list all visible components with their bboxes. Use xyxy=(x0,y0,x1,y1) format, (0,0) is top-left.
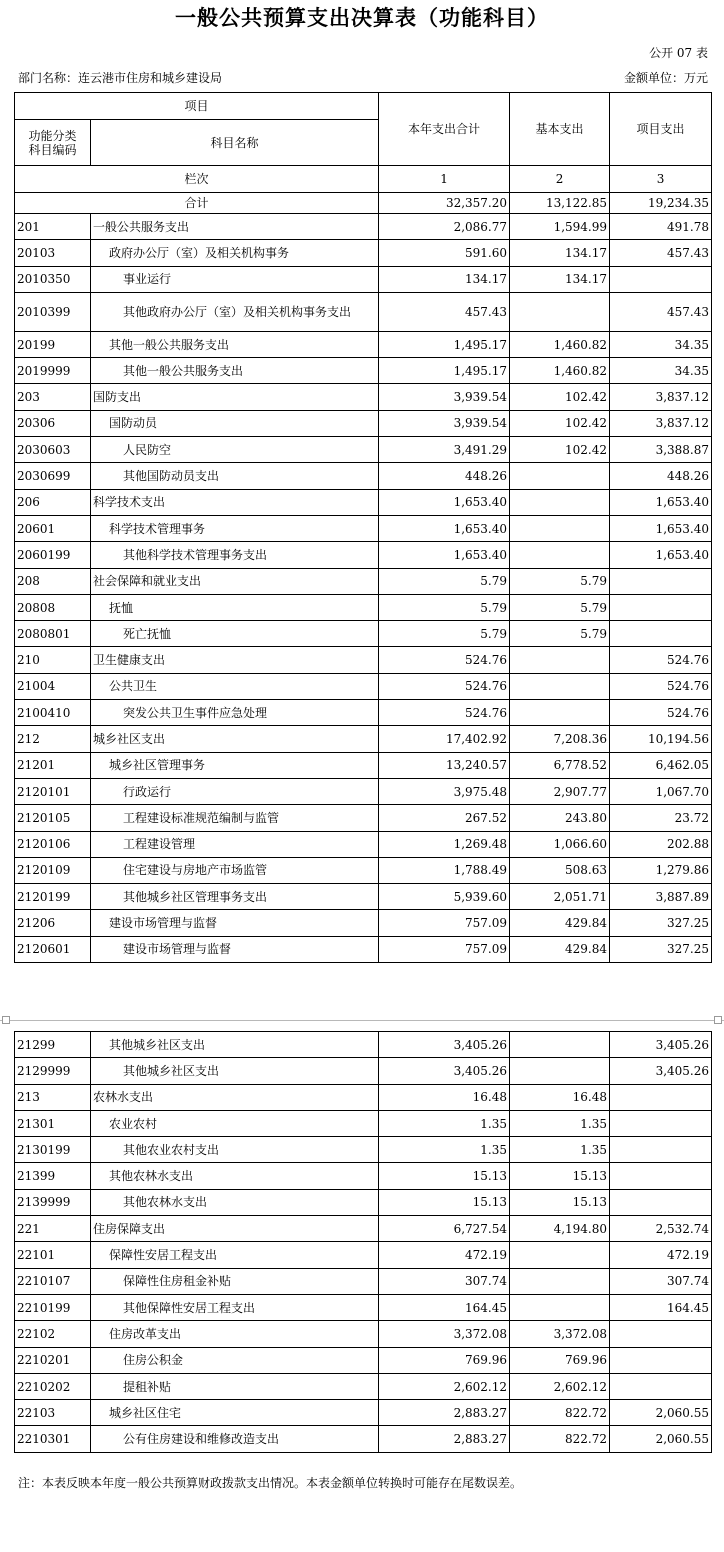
table-row xyxy=(15,331,712,357)
row-code: 203 xyxy=(15,384,91,410)
row-name: 人民防空 xyxy=(91,437,379,463)
row-basic xyxy=(510,489,610,515)
row-total: 5,939.60 xyxy=(379,884,510,910)
row-total: 164.45 xyxy=(379,1294,510,1320)
sum-project: 19,234.35 xyxy=(610,193,712,214)
row-total: 2,602.12 xyxy=(379,1373,510,1399)
row-project: 524.76 xyxy=(610,647,712,673)
row-code: 221 xyxy=(15,1216,91,1242)
row-basic: 102.42 xyxy=(510,437,610,463)
row-code: 22102 xyxy=(15,1321,91,1347)
table-row xyxy=(15,884,712,910)
row-code: 2210201 xyxy=(15,1347,91,1373)
row-project: 327.25 xyxy=(610,936,712,962)
row-project xyxy=(610,1163,712,1189)
col-index-1: 1 xyxy=(379,166,510,193)
row-total: 5.79 xyxy=(379,594,510,620)
row-total: 5.79 xyxy=(379,568,510,594)
row-total: 6,727.54 xyxy=(379,1216,510,1242)
row-code: 20808 xyxy=(15,594,91,620)
row-code: 2010399 xyxy=(15,292,91,331)
row-project: 3,837.12 xyxy=(610,410,712,436)
row-basic xyxy=(510,647,610,673)
row-code: 20601 xyxy=(15,515,91,541)
row-total: 5.79 xyxy=(379,621,510,647)
row-total: 524.76 xyxy=(379,700,510,726)
table-row xyxy=(15,515,712,541)
row-project: 2,060.55 xyxy=(610,1400,712,1426)
row-name: 住宅建设与房地产市场监管 xyxy=(91,857,379,883)
header-total: 本年支出合计 xyxy=(379,93,510,166)
row-total: 2,883.27 xyxy=(379,1426,510,1452)
row-code: 2210301 xyxy=(15,1426,91,1452)
row-project: 1,653.40 xyxy=(610,542,712,568)
table-row xyxy=(15,1163,712,1189)
row-total: 134.17 xyxy=(379,266,510,292)
row-basic: 2,907.77 xyxy=(510,778,610,804)
table-row xyxy=(15,214,712,240)
row-basic xyxy=(510,700,610,726)
row-code: 20103 xyxy=(15,240,91,266)
row-code: 201 xyxy=(15,214,91,240)
row-basic: 4,194.80 xyxy=(510,1216,610,1242)
table-row xyxy=(15,647,712,673)
row-project: 524.76 xyxy=(610,673,712,699)
row-total: 472.19 xyxy=(379,1242,510,1268)
row-name: 其他一般公共服务支出 xyxy=(91,358,379,384)
table-row xyxy=(15,1110,712,1136)
table-row xyxy=(15,726,712,752)
row-name: 社会保障和就业支出 xyxy=(91,568,379,594)
form-number: 公开 07 表 xyxy=(649,46,708,60)
table-row xyxy=(15,463,712,489)
table-row xyxy=(15,542,712,568)
row-name: 城乡社区支出 xyxy=(91,726,379,752)
row-project xyxy=(610,568,712,594)
table-body-page-1 xyxy=(15,214,712,963)
row-name: 抚恤 xyxy=(91,594,379,620)
row-code: 206 xyxy=(15,489,91,515)
row-basic: 429.84 xyxy=(510,936,610,962)
row-code: 22103 xyxy=(15,1400,91,1426)
table-row xyxy=(15,700,712,726)
row-name: 建设市场管理与监督 xyxy=(91,910,379,936)
row-code: 21201 xyxy=(15,752,91,778)
row-total: 1.35 xyxy=(379,1137,510,1163)
table-row xyxy=(15,1321,712,1347)
row-total: 267.52 xyxy=(379,805,510,831)
row-total: 757.09 xyxy=(379,936,510,962)
row-project: 457.43 xyxy=(610,240,712,266)
row-project: 2,060.55 xyxy=(610,1426,712,1452)
row-code: 22101 xyxy=(15,1242,91,1268)
header-code: 功能分类 科目编码 xyxy=(15,120,91,166)
row-project: 307.74 xyxy=(610,1268,712,1294)
row-total: 2,883.27 xyxy=(379,1400,510,1426)
row-name: 其他科学技术管理事务支出 xyxy=(91,542,379,568)
row-code: 2120199 xyxy=(15,884,91,910)
table-row xyxy=(15,384,712,410)
row-basic: 1,594.99 xyxy=(510,214,610,240)
row-name: 城乡社区管理事务 xyxy=(91,752,379,778)
row-total: 3,491.29 xyxy=(379,437,510,463)
row-basic: 2,051.71 xyxy=(510,884,610,910)
table-body-page-2 xyxy=(15,1032,712,1453)
row-total: 13,240.57 xyxy=(379,752,510,778)
table-row xyxy=(15,568,712,594)
row-total: 3,405.26 xyxy=(379,1058,510,1084)
row-project xyxy=(610,1137,712,1163)
row-name: 事业运行 xyxy=(91,266,379,292)
row-code: 2120109 xyxy=(15,857,91,883)
row-code: 21399 xyxy=(15,1163,91,1189)
page-title: 一般公共预算支出决算表（功能科目） xyxy=(175,5,549,30)
row-total: 1,269.48 xyxy=(379,831,510,857)
row-basic: 1.35 xyxy=(510,1110,610,1136)
row-total: 3,939.54 xyxy=(379,410,510,436)
row-code: 2010350 xyxy=(15,266,91,292)
row-project: 457.43 xyxy=(610,292,712,331)
table-row xyxy=(15,1294,712,1320)
row-basic: 16.48 xyxy=(510,1084,610,1110)
row-basic: 102.42 xyxy=(510,410,610,436)
row-code: 21301 xyxy=(15,1110,91,1136)
row-total: 15.13 xyxy=(379,1189,510,1215)
row-name: 其他城乡社区支出 xyxy=(91,1032,379,1058)
row-basic: 15.13 xyxy=(510,1189,610,1215)
table-row xyxy=(15,1189,712,1215)
row-total: 1,653.40 xyxy=(379,542,510,568)
row-project: 164.45 xyxy=(610,1294,712,1320)
row-basic: 6,778.52 xyxy=(510,752,610,778)
row-project xyxy=(610,266,712,292)
row-project xyxy=(610,1189,712,1215)
table-row xyxy=(15,805,712,831)
row-basic: 5.79 xyxy=(510,621,610,647)
row-code: 2120601 xyxy=(15,936,91,962)
row-total: 1,788.49 xyxy=(379,857,510,883)
row-project xyxy=(610,621,712,647)
row-basic: 508.63 xyxy=(510,857,610,883)
table-row xyxy=(15,857,712,883)
row-project: 202.88 xyxy=(610,831,712,857)
row-project: 6,462.05 xyxy=(610,752,712,778)
table-row xyxy=(15,1084,712,1110)
row-basic: 134.17 xyxy=(510,240,610,266)
row-name: 国防支出 xyxy=(91,384,379,410)
row-name: 住房公积金 xyxy=(91,1347,379,1373)
row-code: 210 xyxy=(15,647,91,673)
row-name: 其他一般公共服务支出 xyxy=(91,331,379,357)
row-basic xyxy=(510,515,610,541)
row-basic: 5.79 xyxy=(510,594,610,620)
table-row xyxy=(15,936,712,962)
table-row xyxy=(15,1242,712,1268)
amount-unit: 金额单位：万元 xyxy=(623,71,708,85)
row-basic xyxy=(510,673,610,699)
table-row xyxy=(15,437,712,463)
header-basic: 基本支出 xyxy=(510,93,610,166)
table-row xyxy=(15,1032,712,1058)
row-name: 工程建设管理 xyxy=(91,831,379,857)
row-code: 212 xyxy=(15,726,91,752)
row-project: 524.76 xyxy=(610,700,712,726)
row-code: 20199 xyxy=(15,331,91,357)
row-basic: 769.96 xyxy=(510,1347,610,1373)
row-code: 2080801 xyxy=(15,621,91,647)
row-project xyxy=(610,1347,712,1373)
footnote: 注：本表反映本年度一般公共预算财政拨款支出情况。本表金额单位转换时可能存在尾数误差。 xyxy=(18,1476,523,1490)
row-project: 327.25 xyxy=(610,910,712,936)
page-break-marker-left xyxy=(2,1016,10,1024)
row-basic: 7,208.36 xyxy=(510,726,610,752)
table-row xyxy=(15,910,712,936)
row-code: 2139999 xyxy=(15,1189,91,1215)
table-row xyxy=(15,594,712,620)
row-name: 国防动员 xyxy=(91,410,379,436)
row-total: 16.48 xyxy=(379,1084,510,1110)
table-row xyxy=(15,1137,712,1163)
row-project: 472.19 xyxy=(610,1242,712,1268)
row-total: 2,086.77 xyxy=(379,214,510,240)
row-basic: 1.35 xyxy=(510,1137,610,1163)
row-name: 住房改革支出 xyxy=(91,1321,379,1347)
row-name: 提租补贴 xyxy=(91,1373,379,1399)
row-basic xyxy=(510,542,610,568)
row-total: 3,975.48 xyxy=(379,778,510,804)
row-basic xyxy=(510,1242,610,1268)
row-basic xyxy=(510,1294,610,1320)
row-project: 34.35 xyxy=(610,358,712,384)
row-total: 3,405.26 xyxy=(379,1032,510,1058)
row-total: 1,495.17 xyxy=(379,358,510,384)
row-basic: 15.13 xyxy=(510,1163,610,1189)
row-total: 1,653.40 xyxy=(379,489,510,515)
row-code: 208 xyxy=(15,568,91,594)
row-project: 1,067.70 xyxy=(610,778,712,804)
row-project: 3,405.26 xyxy=(610,1032,712,1058)
table-row xyxy=(15,831,712,857)
table-row xyxy=(15,1347,712,1373)
row-basic: 429.84 xyxy=(510,910,610,936)
row-name: 保障性住房租金补贴 xyxy=(91,1268,379,1294)
table-row xyxy=(15,292,712,331)
row-code: 2210199 xyxy=(15,1294,91,1320)
row-basic: 822.72 xyxy=(510,1426,610,1452)
row-total: 307.74 xyxy=(379,1268,510,1294)
row-code: 2019999 xyxy=(15,358,91,384)
row-basic: 102.42 xyxy=(510,384,610,410)
row-project: 1,653.40 xyxy=(610,489,712,515)
row-basic: 1,460.82 xyxy=(510,331,610,357)
row-name: 保障性安居工程支出 xyxy=(91,1242,379,1268)
page-break-marker-right xyxy=(714,1016,722,1024)
row-code: 21206 xyxy=(15,910,91,936)
row-code: 2120101 xyxy=(15,778,91,804)
row-name: 其他农林水支出 xyxy=(91,1189,379,1215)
sum-basic: 13,122.85 xyxy=(510,193,610,214)
row-total: 3,372.08 xyxy=(379,1321,510,1347)
table-row xyxy=(15,752,712,778)
row-basic: 3,372.08 xyxy=(510,1321,610,1347)
sum-total: 32,357.20 xyxy=(379,193,510,214)
row-name: 城乡社区住宅 xyxy=(91,1400,379,1426)
row-name: 政府办公厅（室）及相关机构事务 xyxy=(91,240,379,266)
page-break-line xyxy=(0,1020,724,1021)
row-code: 2120105 xyxy=(15,805,91,831)
row-code: 2120106 xyxy=(15,831,91,857)
row-code: 2210107 xyxy=(15,1268,91,1294)
row-code: 213 xyxy=(15,1084,91,1110)
row-total: 1.35 xyxy=(379,1110,510,1136)
row-project: 1,279.86 xyxy=(610,857,712,883)
row-project xyxy=(610,1373,712,1399)
row-project: 3,405.26 xyxy=(610,1058,712,1084)
row-code: 2100410 xyxy=(15,700,91,726)
row-basic xyxy=(510,292,610,331)
row-project: 23.72 xyxy=(610,805,712,831)
row-project xyxy=(610,1321,712,1347)
row-project: 448.26 xyxy=(610,463,712,489)
row-total: 524.76 xyxy=(379,647,510,673)
table-row xyxy=(15,621,712,647)
row-name: 其他农林水支出 xyxy=(91,1163,379,1189)
row-total: 524.76 xyxy=(379,673,510,699)
row-basic: 2,602.12 xyxy=(510,1373,610,1399)
row-total: 17,402.92 xyxy=(379,726,510,752)
row-code: 21004 xyxy=(15,673,91,699)
row-project: 491.78 xyxy=(610,214,712,240)
row-project: 3,388.87 xyxy=(610,437,712,463)
row-name: 工程建设标准规范编制与监管 xyxy=(91,805,379,831)
row-project: 34.35 xyxy=(610,331,712,357)
header-name: 科目名称 xyxy=(91,120,379,166)
row-code: 21299 xyxy=(15,1032,91,1058)
sum-label: 合计 xyxy=(15,193,379,214)
row-total: 591.60 xyxy=(379,240,510,266)
row-name: 建设市场管理与监督 xyxy=(91,936,379,962)
row-project: 10,194.56 xyxy=(610,726,712,752)
row-total: 3,939.54 xyxy=(379,384,510,410)
row-project: 3,887.89 xyxy=(610,884,712,910)
table-row xyxy=(15,410,712,436)
row-name: 农业农村 xyxy=(91,1110,379,1136)
row-project: 2,532.74 xyxy=(610,1216,712,1242)
row-name: 死亡抚恤 xyxy=(91,621,379,647)
row-project: 3,837.12 xyxy=(610,384,712,410)
row-name: 一般公共服务支出 xyxy=(91,214,379,240)
table-row xyxy=(15,266,712,292)
row-total: 757.09 xyxy=(379,910,510,936)
row-name: 其他保障性安居工程支出 xyxy=(91,1294,379,1320)
row-name: 其他农业农村支出 xyxy=(91,1137,379,1163)
page-break xyxy=(0,1016,724,1026)
row-basic: 1,460.82 xyxy=(510,358,610,384)
row-name: 其他城乡社区支出 xyxy=(91,1058,379,1084)
row-basic: 243.80 xyxy=(510,805,610,831)
row-total: 457.43 xyxy=(379,292,510,331)
header-project: 项目 xyxy=(15,93,379,120)
expenditure-table-page-1 xyxy=(14,92,712,963)
row-code: 2130199 xyxy=(15,1137,91,1163)
row-name: 行政运行 xyxy=(91,778,379,804)
col-index-3: 3 xyxy=(610,166,712,193)
col-index-2: 2 xyxy=(510,166,610,193)
row-code: 20306 xyxy=(15,410,91,436)
table-row xyxy=(15,778,712,804)
row-name: 科学技术支出 xyxy=(91,489,379,515)
expenditure-table-page-2 xyxy=(14,1031,712,1453)
row-basic xyxy=(510,1268,610,1294)
col-index-label: 栏次 xyxy=(15,166,379,193)
table-row xyxy=(15,358,712,384)
row-code: 2129999 xyxy=(15,1058,91,1084)
table-row xyxy=(15,1268,712,1294)
row-name: 其他城乡社区管理事务支出 xyxy=(91,884,379,910)
row-project xyxy=(610,594,712,620)
row-name: 公有住房建设和维修改造支出 xyxy=(91,1426,379,1452)
row-basic: 822.72 xyxy=(510,1400,610,1426)
row-project xyxy=(610,1084,712,1110)
row-code: 2030699 xyxy=(15,463,91,489)
row-basic: 5.79 xyxy=(510,568,610,594)
row-name: 公共卫生 xyxy=(91,673,379,699)
table-row xyxy=(15,673,712,699)
row-total: 448.26 xyxy=(379,463,510,489)
row-project xyxy=(610,1110,712,1136)
row-basic xyxy=(510,1058,610,1084)
department-name: 部门名称：连云港市住房和城乡建设局 xyxy=(18,71,223,85)
row-basic xyxy=(510,463,610,489)
header-project-expense: 项目支出 xyxy=(610,93,712,166)
table-row xyxy=(15,1373,712,1399)
row-project: 1,653.40 xyxy=(610,515,712,541)
row-name: 科学技术管理事务 xyxy=(91,515,379,541)
row-code: 2060199 xyxy=(15,542,91,568)
table-row xyxy=(15,489,712,515)
row-total: 15.13 xyxy=(379,1163,510,1189)
row-name: 其他国防动员支出 xyxy=(91,463,379,489)
row-name: 其他政府办公厅（室）及相关机构事务支出 xyxy=(91,292,379,331)
table-row xyxy=(15,240,712,266)
row-total: 1,495.17 xyxy=(379,331,510,357)
table-row xyxy=(15,1058,712,1084)
table-row xyxy=(15,1216,712,1242)
row-code: 2210202 xyxy=(15,1373,91,1399)
row-basic: 1,066.60 xyxy=(510,831,610,857)
row-code: 2030603 xyxy=(15,437,91,463)
row-name: 住房保障支出 xyxy=(91,1216,379,1242)
row-total: 1,653.40 xyxy=(379,515,510,541)
row-name: 突发公共卫生事件应急处理 xyxy=(91,700,379,726)
row-basic: 134.17 xyxy=(510,266,610,292)
row-name: 农林水支出 xyxy=(91,1084,379,1110)
table-row xyxy=(15,1426,712,1452)
row-total: 769.96 xyxy=(379,1347,510,1373)
row-name: 卫生健康支出 xyxy=(91,647,379,673)
table-row xyxy=(15,1400,712,1426)
row-basic xyxy=(510,1032,610,1058)
